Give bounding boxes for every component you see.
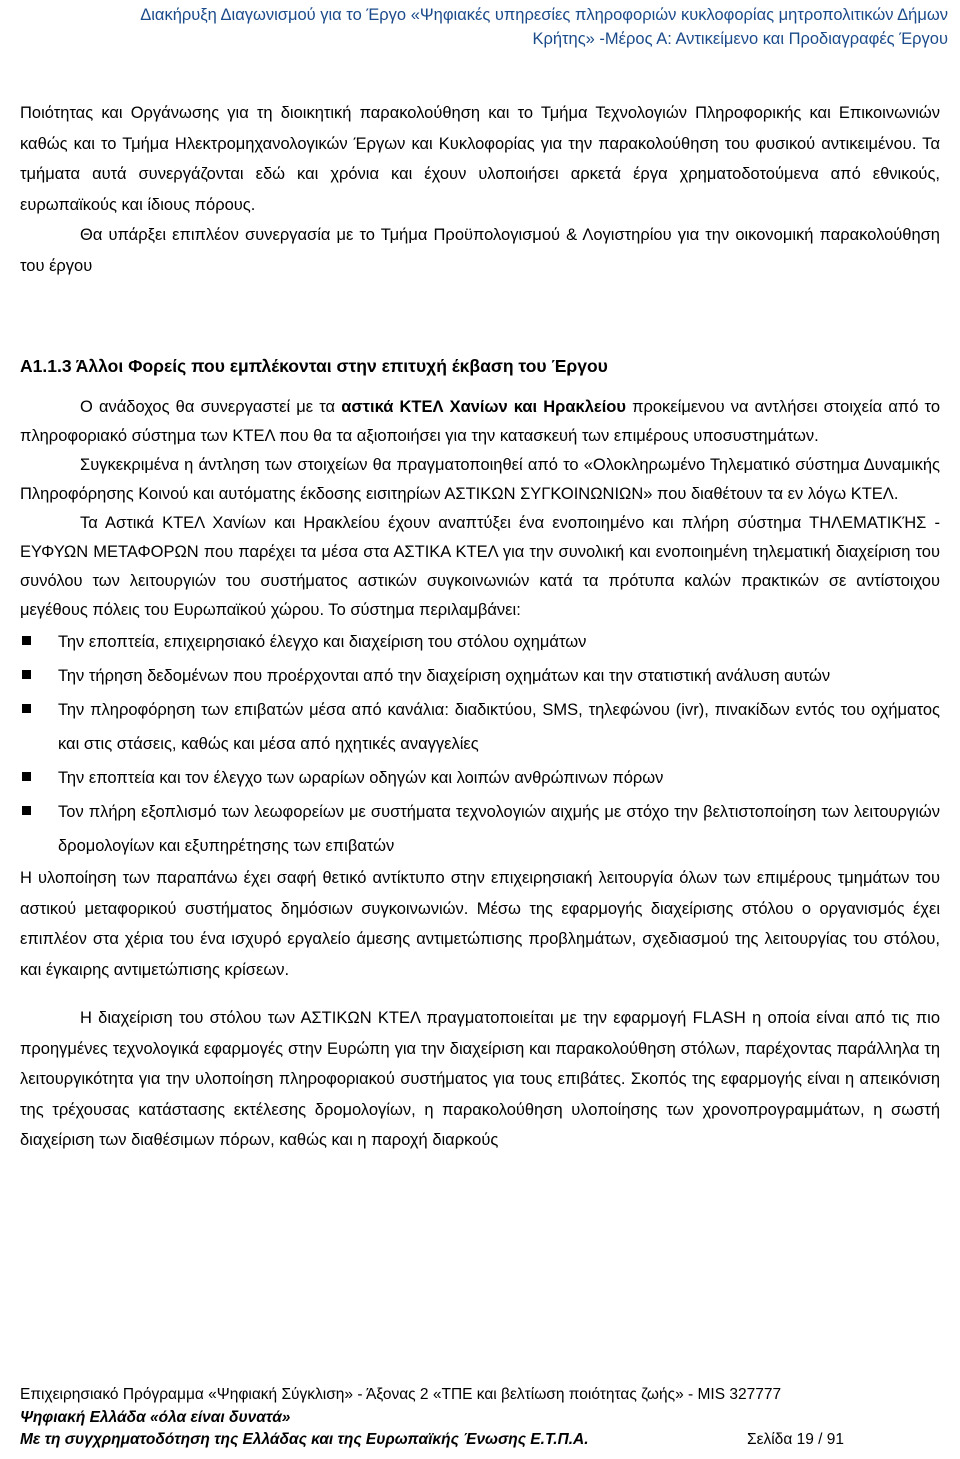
p1-bold-text: αστικά ΚΤΕΛ Χανίων και Ηρακλείου (341, 398, 626, 416)
document-body (20, 98, 940, 1156)
section-paragraph-5: Η διαχείριση του στόλου των ΑΣΤΙΚΩΝ ΚΤΕΛ πραγματοποιείται με την εφαρμογή FLASH η οποία είναι από τις πιο προηγμένες τεχνολογικά εφαρμογές στην Ευρώπη για την διαχείριση και παρακολούθηση στόλων, παρέχοντας παράλληλα τη λειτουργικότητα για την υλοποίηση πληροφοριακού συστήματος για τους επιβάτες. Σκοπός της εφαρμογής είναι η απεικόνιση της τρέχουσας κατάστασης εκτέλεσης δρομολογίων, η παρακολούθηση υλοποίησης των χρονοπρογραμμάτων, η σωστή διαχείριση των διαθέσιμων πόρων, καθώς και η παροχή διαρκούς (20, 1009, 940, 1149)
p1-text-start: Ο ανάδοχος θα συνεργαστεί με τα (80, 398, 342, 416)
section-paragraph-4: Η υλοποίηση των παραπάνω έχει σαφή θετικό αντίκτυπο στην επιχειρησιακή λειτουργία όλων των επιμέρους τμημάτων του αστικού μεταφορικού συστήματος δημόσιων συγκοινωνιών. Μέσω της εφαρμογής διαχείρισης στόλου ο οργανισμός έχει επιπλέον στα χέρια του ένα ισχυρό εργαλείο άμεσης αντιμετώπισης προβλημάτων, σχεδιασμού της λειτουργίας του στόλου, και έγκαιρης αντιμετώπισης κρίσεων. (20, 869, 940, 979)
feature-list (20, 625, 940, 863)
section-paragraph-1 (20, 393, 940, 451)
bullet-square-icon (22, 704, 31, 713)
bullet-square-icon (22, 806, 31, 815)
bullet-square-icon (22, 636, 31, 645)
header-line-1: Διακήρυξη Διαγωνισμού για το Έργο «Ψηφιακές υπηρεσίες πληροφοριών κυκλοφορίας μητροπολιτικών Δήμων (140, 6, 948, 24)
footer-cofunding-row (20, 1429, 940, 1452)
bullet-square-icon (22, 772, 31, 781)
section-paragraph-3: Τα Αστικά ΚΤΕΛ Χανίων και Ηρακλείου έχουν αναπτύξει ένα ενοποιημένο και πλήρη σύστημα ΤΗΛΕΜΑΤΙΚΉΣ - ΕΥΦΥΩΝ ΜΕΤΑΦΟΡΩΝ που παρέχει τα μέσα στα ΑΣΤΙΚΑ ΚΤΕΛ για την συνολική και ενοποιημένη τηλεματική διαχείριση του συνόλου των λειτουργιών του συστήματος αστικών συγκοινωνιών κατά τα πρότυπα καλών πρακτικών σε αντίστοιχου μεγέθους πόλεις του Ευρωπαϊκού χώρου. Το σύστημα περιλαμβάνει: (20, 514, 940, 619)
footer-cofunding-text: Με τη συγχρηματοδότηση της Ελλάδας και της Ευρωπαϊκής Ένωσης Ε.Τ.Π.Α. (20, 1431, 589, 1448)
header-line-2: Κρήτης» -Μέρος Α: Αντικείμενο και Προδιαγραφές Έργου (532, 30, 948, 48)
intro-paragraph-2: Θα υπάρξει επιπλέον συνεργασία με το Τμήμα Προϋπολογισμού & Λογιστηρίου για την οικονομική παρακολούθηση του έργου (20, 226, 940, 275)
footer-slogan: Ψηφιακή Ελλάδα «όλα είναι δυνατά» (20, 1408, 291, 1426)
section-paragraph-2: Συγκεκριμένα η άντληση των στοιχείων θα πραγματοποιηθεί από το «Ολοκληρωμένο Τηλεματικό σύστημα Δυναμικής Πληροφόρησης Κοινού και αυτόματης έκδοσης εισιτηρίων ΑΣΤΙΚΩΝ ΣΥΓΚΟΙΝΩΝΙΩΝ» που διαθέτουν τα εν λόγω ΚΤΕΛ. (20, 456, 940, 503)
list-item: Την εποπτεία και τον έλεγχο των ωραρίων οδηγών και λοιπών ανθρώπινων πόρων (20, 761, 940, 795)
page-footer (20, 1384, 940, 1452)
list-item: Την εποπτεία, επιχειρησιακό έλεγχο και διαχείριση του στόλου οχημάτων (20, 625, 940, 659)
section-heading: Α1.1.3 Άλλοι Φορείς που εμπλέκονται στην επιτυχή έκβαση του Έργου (20, 356, 608, 376)
footer-program-line: Επιχειρησιακό Πρόγραμμα «Ψηφιακή Σύγκλιση» - Άξονας 2 «ΤΠΕ και βελτίωση ποιότητας ζωής» - MIS 327777 (20, 1386, 782, 1403)
bullet-square-icon (22, 670, 31, 679)
list-item: Τον πλήρη εξοπλισμό των λεωφορείων με συστήματα τεχνολογιών αιχμής με στόχο την βελτιστοποίηση των λειτουργιών δρομολογίων και εξυπηρέτησης των επιβατών (20, 795, 940, 863)
section-content (20, 393, 940, 625)
page-header (20, 3, 948, 51)
page-number: Σελίδα 19 / 91 (747, 1431, 844, 1448)
list-item: Την τήρηση δεδομένων που προέρχονται από την διαχείριση οχημάτων και την στατιστική ανάλυση αυτών (20, 659, 940, 693)
intro-paragraph-1: Ποιότητας και Οργάνωσης για τη διοικητική παρακολούθηση και το Τμήμα Τεχνολογιών Πληροφορικής και Επικοινωνιών καθώς και το Τμήμα Ηλεκτρομηχανολογικών Έργων και Κυκλοφορίας για την παρακολούθηση του φυσικού αντικειμένου. Τα τμήματα αυτά συνεργάζονται εδώ και χρόνια και έχουν υλοποιήσει αρκετά έργα χρηματοδοτούμενα από εθνικούς, ευρωπαϊκούς και ίδιους πόρους. (20, 104, 940, 214)
p1-text-end: προκείμενου να αντλήσει στοιχεία από το πληροφοριακό σύστημα των ΚΤΕΛ που θα τα αξιοποιήσει για την κατασκευή των επιμέρους υποσυστημάτων. (20, 398, 940, 445)
list-item: Την πληροφόρηση των επιβατών μέσα από κανάλια: διαδικτύου, SMS, τηλεφώνου (ivr), πινακίδων εντός του οχήματος και στις στάσεις, καθώς και μέσα από ηχητικές αναγγελίες (20, 693, 940, 761)
